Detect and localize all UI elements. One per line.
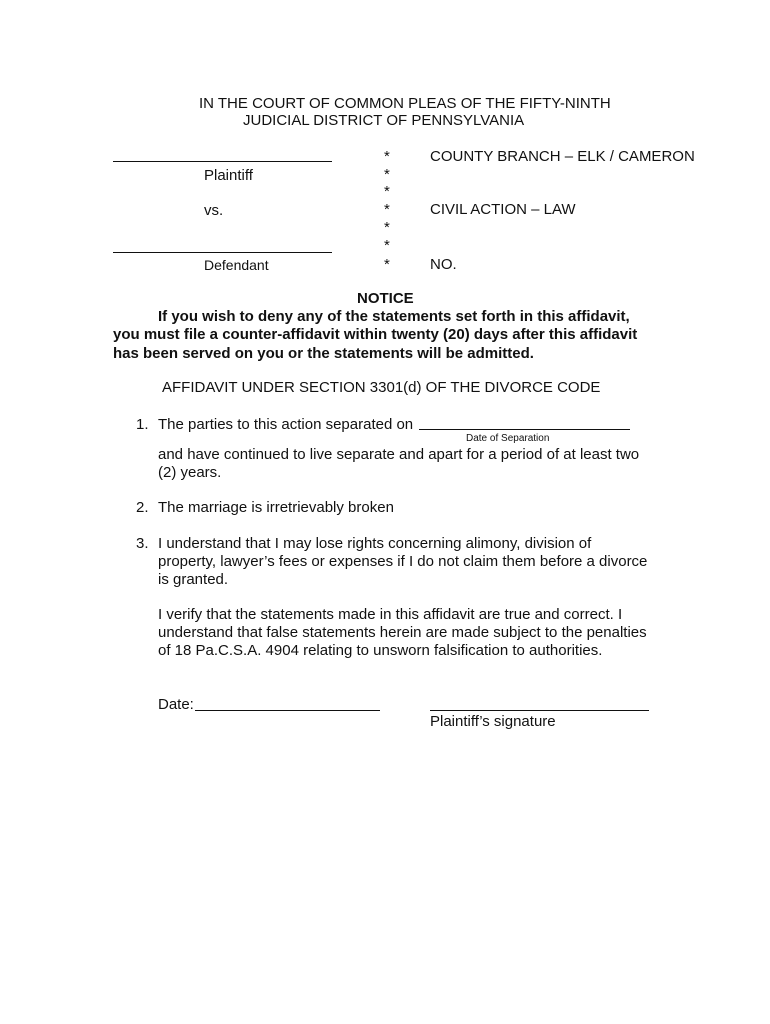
date-label: Date: xyxy=(158,696,194,713)
caption-separator: * xyxy=(384,219,390,236)
caption-separator: * xyxy=(384,148,390,165)
item-3-line-2: property, lawyer’s fees or expenses if I do not claim them before a divorce xyxy=(158,553,648,570)
court-title-line-1: IN THE COURT OF COMMON PLEAS OF THE FIFTY-NINTH xyxy=(199,95,611,112)
notice-line-2: you must file a counter-affidavit within twenty (20) days after this affidavit xyxy=(113,326,638,343)
verification-line-1: I verify that the statements made in this affidavit are true and correct. I xyxy=(158,606,623,623)
item-number: 1. xyxy=(136,416,149,433)
verification-line-3: of 18 Pa.C.S.A. 4904 relating to unsworn falsification to authorities. xyxy=(158,642,603,659)
separation-date-field[interactable] xyxy=(419,429,630,430)
item-number: 3. xyxy=(136,535,149,552)
affidavit-title: AFFIDAVIT UNDER SECTION 3301(d) OF THE DIVORCE CODE xyxy=(162,379,601,396)
plaintiff-label: Plaintiff xyxy=(204,167,253,184)
plaintiff-signature-field[interactable] xyxy=(430,710,649,711)
caption-separator: * xyxy=(384,201,390,218)
caption-separator: * xyxy=(384,166,390,183)
item-1-line-2: and have continued to live separate and apart for a period of at least two xyxy=(158,446,640,463)
item-1-line-1: The parties to this action separated on xyxy=(158,416,414,433)
court-title-line-2: JUDICIAL DISTRICT OF PENNSYLVANIA xyxy=(243,112,525,129)
notice-line-1: If you wish to deny any of the statements set forth in this affidavit, xyxy=(158,308,630,325)
defendant-label: Defendant xyxy=(204,257,269,273)
caption-separator: * xyxy=(384,256,390,273)
item-3-line-3: is granted. xyxy=(158,571,229,588)
date-field[interactable] xyxy=(195,710,380,711)
caption-separator: * xyxy=(384,183,390,200)
item-2-line-1: The marriage is irretrievably broken xyxy=(158,499,394,516)
vs-label: vs. xyxy=(204,202,224,219)
defendant-name-field[interactable] xyxy=(113,252,332,253)
plaintiff-name-field[interactable] xyxy=(113,161,332,162)
separation-date-caption: Date of Separation xyxy=(466,433,550,444)
county-branch-label: COUNTY BRANCH – ELK / CAMERON xyxy=(430,148,695,165)
civil-action-label: CIVIL ACTION – LAW xyxy=(430,201,576,218)
verification-line-2: understand that false statements herein are made subject to the penalties xyxy=(158,624,647,641)
case-number-label: NO. xyxy=(430,256,457,273)
item-number: 2. xyxy=(136,499,149,516)
notice-heading: NOTICE xyxy=(357,290,414,307)
caption-separator: * xyxy=(384,237,390,254)
item-1-line-3: (2) years. xyxy=(158,464,222,481)
item-3-line-1: I understand that I may lose rights concerning alimony, division of xyxy=(158,535,592,552)
plaintiff-signature-label: Plaintiff’s signature xyxy=(430,713,556,730)
notice-line-3: has been served on you or the statements will be admitted. xyxy=(113,345,534,362)
